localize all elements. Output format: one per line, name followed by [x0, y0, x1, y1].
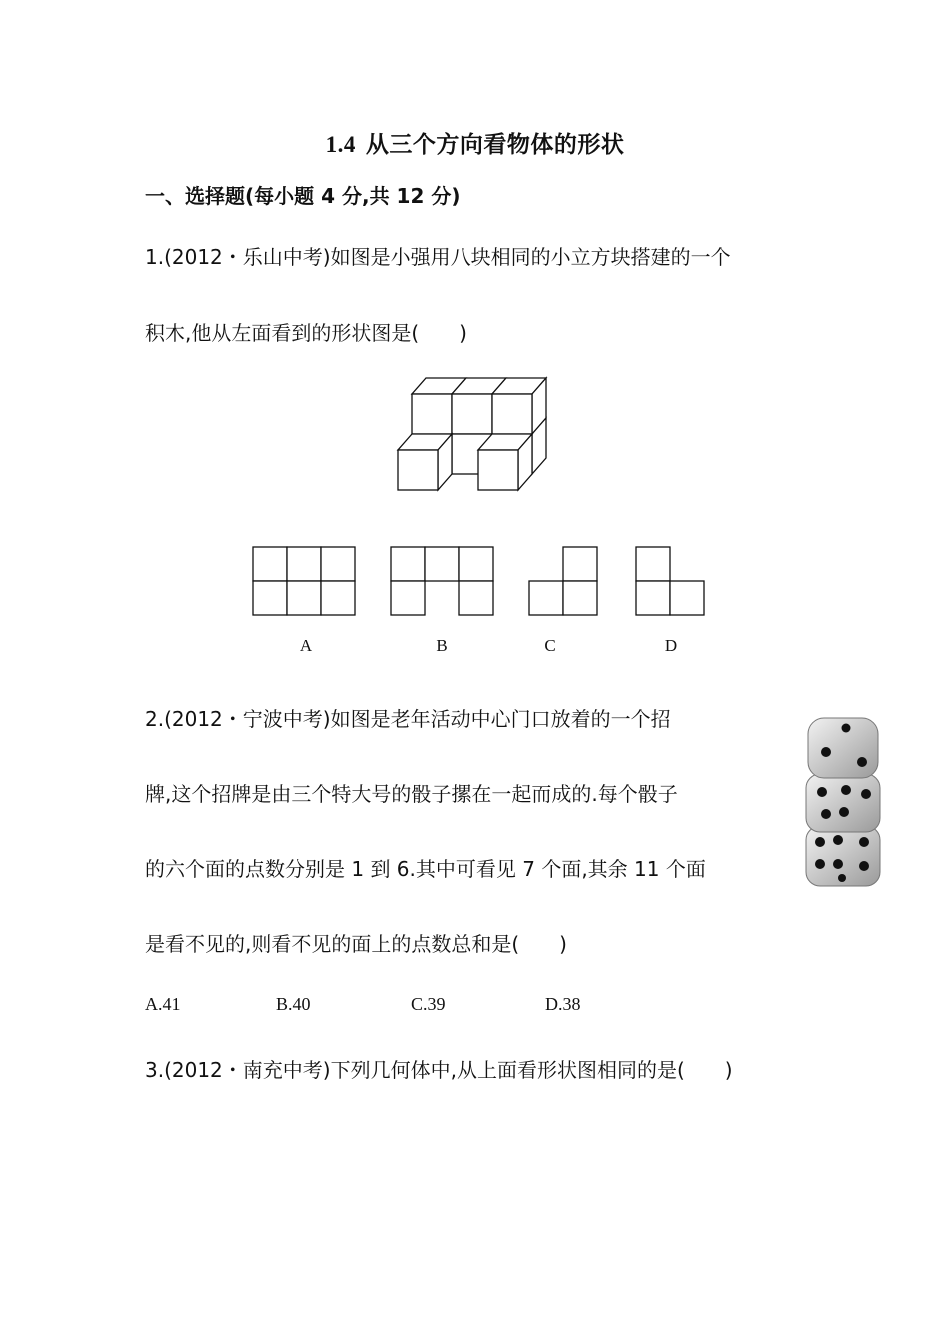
section-heading: 一、选择题(每小题 4 分,共 12 分) [145, 184, 461, 208]
q1-option-a-figure [252, 546, 356, 616]
title-text: 从三个方向看物体的形状 [365, 132, 625, 158]
q2-line-3: 的六个面的点数分别是 1 到 6.其中可看见 7 个面,其余 11 个面 [145, 857, 706, 881]
title-number: 1.4 [325, 132, 356, 157]
q1-line-2: 积木,他从左面看到的形状图是( ) [145, 321, 467, 345]
q1-option-d-figure [635, 546, 705, 616]
q2-line-2: 牌,这个招牌是由三个特大号的骰子摞在一起而成的.每个骰子 [145, 782, 678, 806]
q2-line-4: 是看不见的,则看不见的面上的点数总和是( ) [145, 932, 567, 956]
dice-stack-image [804, 714, 884, 888]
q1-option-c-label: C [544, 636, 556, 655]
q1-option-a-label: A [299, 636, 313, 655]
q1-option-d-label: D [664, 636, 678, 655]
q2-option-c: C.39 [411, 994, 446, 1014]
q2-option-d: D.38 [545, 994, 581, 1014]
q2-option-a: A.41 [145, 994, 181, 1014]
q2-option-b: B.40 [276, 994, 311, 1014]
q1-option-b-label: B [436, 636, 448, 655]
q1-block-figure [390, 372, 560, 497]
q1-option-c-figure [528, 546, 598, 616]
q1-line-1: 1.(2012・乐山中考)如图是小强用八块相同的小立方块搭建的一个 [145, 245, 731, 269]
q3-line-1: 3.(2012・南充中考)下列几何体中,从上面看形状图相同的是( ) [145, 1058, 733, 1082]
q1-option-b-figure [390, 546, 494, 616]
page-title [0, 126, 950, 159]
q2-line-1: 2.(2012・宁波中考)如图是老年活动中心门口放着的一个招 [145, 707, 671, 731]
